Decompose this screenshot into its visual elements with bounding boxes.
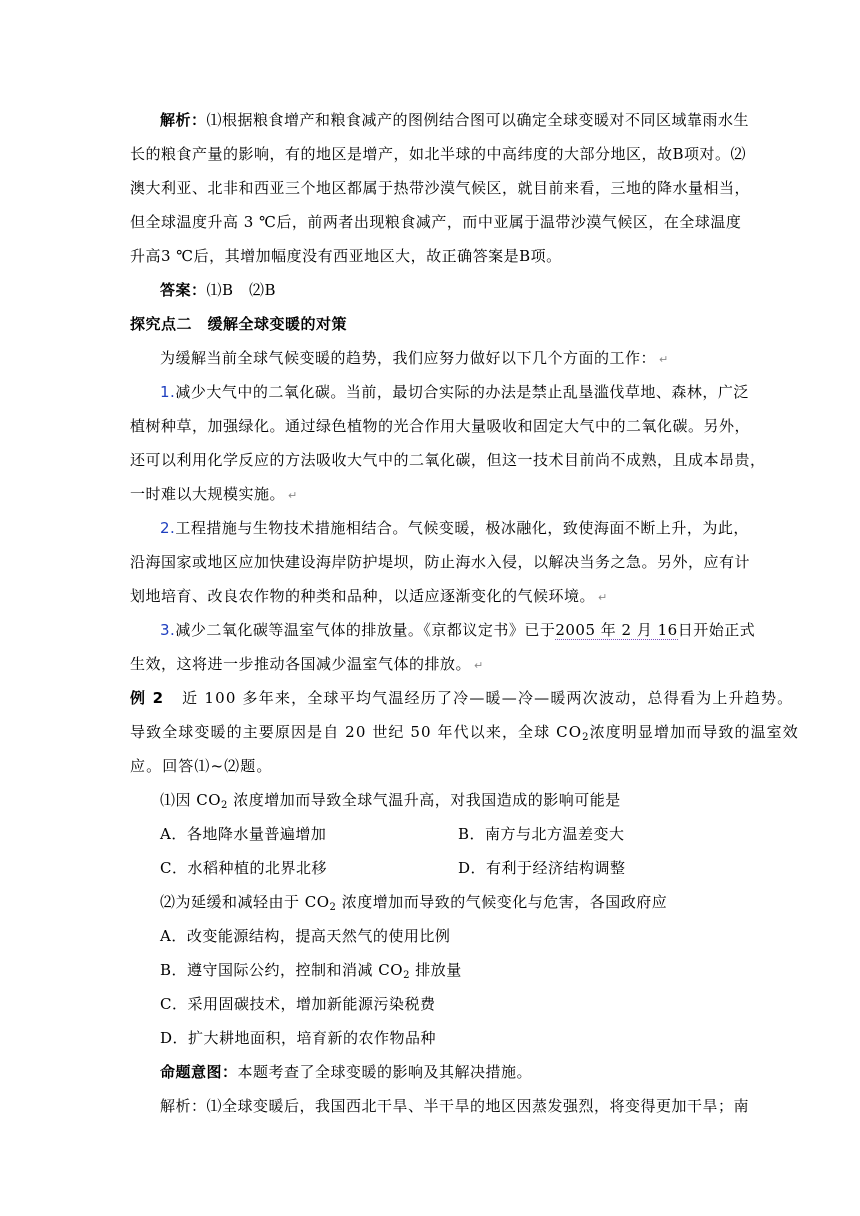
option-d: D．扩大耕地面积，培育新的农作物品种 (160, 1029, 437, 1047)
measure-line: 3.减少二氧化碳等温室气体的排放量。《京都议定书》已于2005 年 2 月 16日开始正式 (160, 621, 756, 639)
measure-line: 植树种草，加强绿化。通过绿色植物的光合作用大量吸收和固定大气中的二氧化碳。另外， (130, 417, 751, 435)
option-c: C．采用固碳技术，增加新能源污染税费 (160, 995, 436, 1013)
option-b: B．遵守国际公约，控制和消减 $CO_2$ 排放量 (160, 961, 462, 981)
measure-line: 沿海国家或地区应加快建设海岸防护堤坝，防止海水入侵，以解决当务之急。另外，应有计 (130, 553, 751, 571)
measure-line: 生效，这将进一步推动各国减少温室气体的排放。 ↵ (130, 655, 484, 673)
list-number: 2. (160, 519, 176, 537)
option-d: D．有利于经济结构调整 (458, 859, 626, 877)
analysis-paragraph-line (160, 110, 749, 130)
analysis-paragraph-line: 升高3 ℃后，其增加幅度没有西亚地区大，故正确答案是B项。 (130, 247, 562, 265)
answer-line (160, 280, 276, 300)
analysis-paragraph-line: 但全球温度升高 3 ℃后，前两者出现粮食减产，而中亚属于温带沙漠气候区，在全球温度 (130, 213, 742, 231)
question-stem: ⑵为延缓和减轻由于 $CO_2$ 浓度增加而导致的气候变化与危害，各国政府应 (160, 893, 668, 913)
option-b: B．南方与北方温差变大 (458, 825, 625, 843)
date-text: 2005 年 2 月 16 (555, 621, 678, 639)
analysis-text: ⑴根据粮食增产和粮食减产的图例结合图可以确定全球变暖对不同区域靠雨水生 (206, 111, 750, 129)
list-number: 1. (160, 383, 176, 401)
option-a: A．改变能源结构，提高天然气的使用比例 (160, 927, 451, 945)
paragraph-mark-icon: ↵ (474, 659, 484, 672)
measure-line: 一时难以大规模实施。 ↵ (130, 485, 298, 503)
answer-text: ⑴B ⑵B (206, 281, 277, 299)
analysis-paragraph-line: 澳大利亚、北非和西亚三个地区都属于热带沙漠气候区，就目前来看，三地的降水量相当， (130, 179, 751, 197)
question-stem: ⑴因 $CO_2$ 浓度增加而导致全球气温升高，对我国造成的影响可能是 (160, 791, 621, 811)
intent-label: 命题意图： (160, 1063, 238, 1081)
intro-line: 为缓解当前全球气候变暖的趋势，我们应努力做好以下几个方面的工作： ↵ (160, 349, 669, 367)
measure-line: 1.减少大气中的二氧化碳。当前，最切合实际的办法是禁止乱垦滥伐草地、森林，广泛 (160, 383, 749, 401)
option-a: A．各地降水量普遍增加 (160, 825, 327, 843)
list-number: 3. (160, 621, 176, 639)
example-label: 例 2 (130, 689, 165, 707)
analysis-paragraph-line: 长的粮食产量的影响，有的地区是增产，如北半球的中高纬度的大部分地区，故B项对。⑵ (130, 145, 747, 163)
example-line: 导致全球变暖的主要原因是自 20 世纪 50 年代以来，全球 $CO_2$浓度明显增加而导致的温室效 (130, 723, 799, 743)
answer-label: 答案： (160, 281, 207, 299)
paragraph-mark-icon: ↵ (598, 591, 608, 604)
option-c: C．水稻种植的北界北移 (160, 859, 327, 877)
paragraph-mark-icon: ↵ (288, 489, 298, 502)
intent-line: 命题意图：本题考查了全球变暖的影响及其解决措施。 (160, 1063, 533, 1081)
measure-line: 划地培育、改良农作物的种类和品种，以适应逐渐变化的气候环境。 ↵ (130, 587, 608, 605)
measure-line: 还可以利用化学反应的方法吸收大气中的二氧化碳，但这一技术目前尚不成熟，且成本昂贵， (130, 451, 766, 469)
example-line: 应。回答⑴~⑵题。 (130, 757, 273, 775)
measure-line: 2.工程措施与生物技术措施相结合。气候变暖，极冰融化，致使海面不断上升，为此， (160, 519, 749, 537)
example-line: 例 2 近 100 多年来，全球平均气温经历了冷—暖—冷—暖两次波动，总得看为上升趋势。 (130, 689, 794, 707)
section-heading: 探究点二 缓解全球变暖的对策 (130, 315, 348, 333)
analysis-paragraph-line: 解析：⑴全球变暖后，我国西北干旱、半干旱的地区因蒸发强烈，将变得更加干旱；南 (160, 1097, 750, 1115)
paragraph-mark-icon: ↵ (659, 353, 669, 366)
analysis-label: 解析： (160, 1097, 207, 1115)
analysis-label: 解析： (160, 111, 207, 129)
